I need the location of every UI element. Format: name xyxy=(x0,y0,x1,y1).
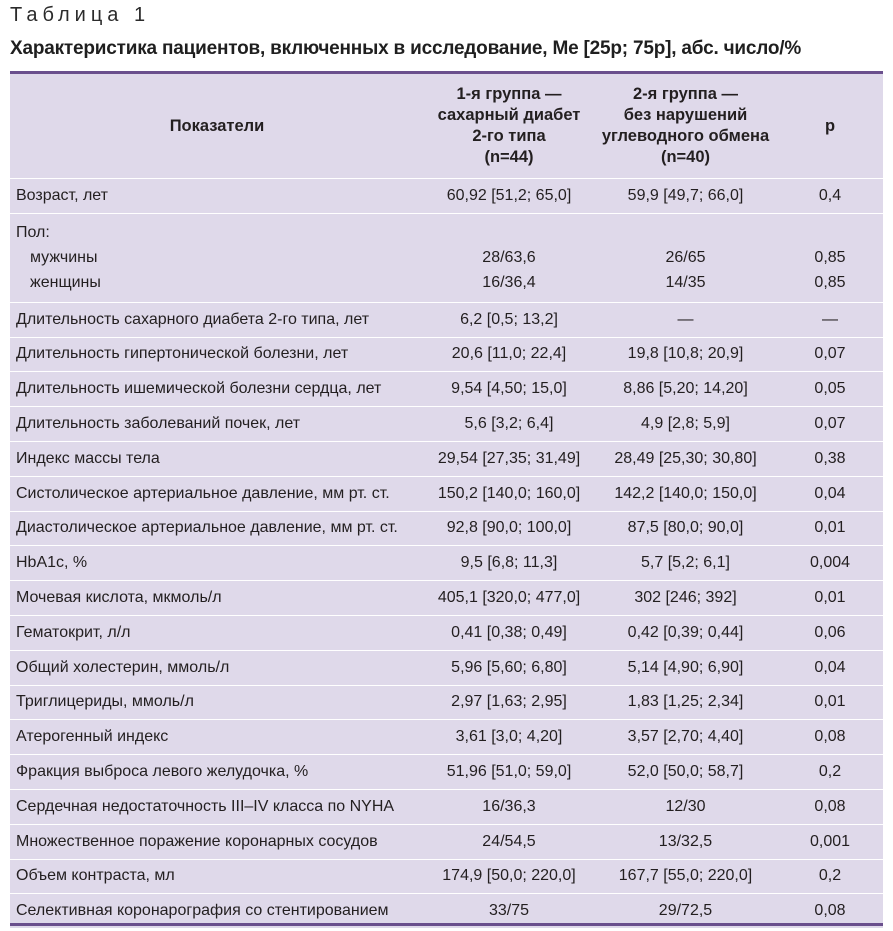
header-group1-line: (n=44) xyxy=(484,148,534,166)
row-group1-value: 5,6 [3,2; 6,4] xyxy=(424,407,594,442)
row-group1-value: 174,9 [50,0; 220,0] xyxy=(424,859,594,894)
row-name: Длительность заболеваний почек, лет xyxy=(10,407,424,442)
row-group1-value: 24/54,5 xyxy=(424,824,594,859)
table-row xyxy=(10,615,883,650)
table-row xyxy=(10,337,883,372)
row-group2-value: 13/32,5 xyxy=(594,824,777,859)
row-group1-value: 5,96 [5,60; 6,80] xyxy=(424,650,594,685)
row-group2-value: 3,57 [2,70; 4,40] xyxy=(594,720,777,755)
row-name: Гематокрит, л/л xyxy=(10,615,424,650)
row-group1-value: 29,54 [27,35; 31,49] xyxy=(424,441,594,476)
table-row xyxy=(10,720,883,755)
sub-p-value: 0,85 xyxy=(814,274,846,292)
row-p-value: — xyxy=(777,302,883,337)
row-group1-value: 2,97 [1,63; 2,95] xyxy=(424,685,594,720)
table-row xyxy=(10,511,883,546)
header-group2 xyxy=(594,74,777,179)
row-group2-value: 19,8 [10,8; 20,9] xyxy=(594,337,777,372)
row-subname: женщины xyxy=(30,274,101,292)
row-name: Длительность ишемической болезни сердца, лет xyxy=(10,372,424,407)
row-group1-value: 3,61 [3,0; 4,20] xyxy=(424,720,594,755)
row-group2-value: 28,49 [25,30; 30,80] xyxy=(594,441,777,476)
row-group1-value: 0,41 [0,38; 0,49] xyxy=(424,615,594,650)
row-group2-value: 8,86 [5,20; 14,20] xyxy=(594,372,777,407)
row-group2-value xyxy=(594,213,777,302)
row-name: Множественное поражение коронарных сосудов xyxy=(10,824,424,859)
header-p: p xyxy=(777,74,883,179)
row-group2-value: 167,7 [55,0; 220,0] xyxy=(594,859,777,894)
table-label: Таблица 1 xyxy=(10,4,151,26)
header-group1-line: сахарный диабет xyxy=(437,106,581,124)
row-group2-value: — xyxy=(594,302,777,337)
row-group2-value: 0,42 [0,39; 0,44] xyxy=(594,615,777,650)
row-group1-value: 150,2 [140,0; 160,0] xyxy=(424,476,594,511)
row-group2-value: 87,5 [80,0; 90,0] xyxy=(594,511,777,546)
row-name: Длительность гипертонической болезни, лет xyxy=(10,337,424,372)
row-p-value: 0,08 xyxy=(777,789,883,824)
row-name: Селективная коронарография со стентированием xyxy=(10,894,424,928)
table-row xyxy=(10,685,883,720)
row-p-value: 0,4 xyxy=(777,179,883,214)
row-name-line: Пол: xyxy=(16,224,50,242)
table-row xyxy=(10,476,883,511)
row-group1-value: 51,96 [51,0; 59,0] xyxy=(424,755,594,790)
row-name: Триглицериды, ммоль/л xyxy=(10,685,424,720)
table-row xyxy=(10,372,883,407)
table-row xyxy=(10,824,883,859)
row-p-value: 0,01 xyxy=(777,685,883,720)
sub-p-value: 0,85 xyxy=(814,249,846,267)
header-group2-line: без нарушений xyxy=(623,106,748,124)
row-name: Сердечная недостаточность III–IV класса по NYHA xyxy=(10,789,424,824)
row-group1-value: 92,8 [90,0; 100,0] xyxy=(424,511,594,546)
header-row xyxy=(10,74,883,179)
sub-group2-value: 14/35 xyxy=(665,274,706,292)
sub-group1-value: 16/36,4 xyxy=(482,274,536,292)
row-group2-value: 5,7 [5,2; 6,1] xyxy=(594,546,777,581)
row-group1-value: 16/36,3 xyxy=(424,789,594,824)
row-group2-value: 4,9 [2,8; 5,9] xyxy=(594,407,777,442)
row-group2-value: 5,14 [4,90; 6,90] xyxy=(594,650,777,685)
header-group1-line: 1-я группа — xyxy=(456,85,562,103)
row-name: Систолическое артериальное давление, мм рт. ст. xyxy=(10,476,424,511)
row-p-value: 0,04 xyxy=(777,650,883,685)
row-p-value: 0,01 xyxy=(777,511,883,546)
sub-group2-value: 26/65 xyxy=(665,249,706,267)
row-p-value: 0,04 xyxy=(777,476,883,511)
row-p-value: 0,07 xyxy=(777,407,883,442)
row-name: Фракция выброса левого желудочка, % xyxy=(10,755,424,790)
table-row xyxy=(10,789,883,824)
row-p-value: 0,06 xyxy=(777,615,883,650)
header-group2-line: углеводного обмена xyxy=(601,127,770,145)
row-p-value: 0,08 xyxy=(777,720,883,755)
row-subname: мужчины xyxy=(30,249,98,267)
row-group2-value: 1,83 [1,25; 2,34] xyxy=(594,685,777,720)
header-group2-line: (n=40) xyxy=(660,148,711,166)
table-row xyxy=(10,755,883,790)
row-name: Длительность сахарного диабета 2-го типа, лет xyxy=(10,302,424,337)
row-p-value: 0,05 xyxy=(777,372,883,407)
row-name: Атерогенный индекс xyxy=(10,720,424,755)
row-group1-value: 60,92 [51,2; 65,0] xyxy=(424,179,594,214)
row-p-value: 0,07 xyxy=(777,337,883,372)
row-group2-value: 302 [246; 392] xyxy=(594,581,777,616)
row-p-value xyxy=(777,213,883,302)
table-row xyxy=(10,441,883,476)
row-group1-value: 9,5 [6,8; 11,3] xyxy=(424,546,594,581)
row-p-value: 0,01 xyxy=(777,581,883,616)
row-name xyxy=(10,213,424,302)
row-group1-value: 9,54 [4,50; 15,0] xyxy=(424,372,594,407)
row-p-value: 0,38 xyxy=(777,441,883,476)
header-group1 xyxy=(424,74,594,179)
table-row xyxy=(10,859,883,894)
table-row xyxy=(10,581,883,616)
row-name: Индекс массы тела xyxy=(10,441,424,476)
row-p-value: 0,004 xyxy=(777,546,883,581)
table-row xyxy=(10,179,883,214)
row-group2-value: 142,2 [140,0; 150,0] xyxy=(594,476,777,511)
row-group2-value: 29/72,5 xyxy=(594,894,777,928)
row-name: Мочевая кислота, мкмоль/л xyxy=(10,581,424,616)
row-p-value: 0,08 xyxy=(777,894,883,928)
header-indicator: Показатели xyxy=(10,74,424,179)
table-title: Характеристика пациентов, включенных в исследование, Me [25p; 75p], абс. число/% xyxy=(10,38,802,59)
row-group1-value: 20,6 [11,0; 22,4] xyxy=(424,337,594,372)
header-group2-line: 2-я группа — xyxy=(633,85,738,103)
row-group1-value: 33/75 xyxy=(424,894,594,928)
row-group1-value: 405,1 [320,0; 477,0] xyxy=(424,581,594,616)
row-name: HbA1c, % xyxy=(10,546,424,581)
row-name: Общий холестерин, ммоль/л xyxy=(10,650,424,685)
row-group2-value: 12/30 xyxy=(594,789,777,824)
header-group1-line: 2-го типа xyxy=(472,127,546,145)
bottom-rule xyxy=(10,923,883,926)
sub-group1-value: 28/63,6 xyxy=(482,249,536,267)
table-row xyxy=(10,546,883,581)
row-group2-value: 52,0 [50,0; 58,7] xyxy=(594,755,777,790)
table-row xyxy=(10,650,883,685)
row-group1-value: 6,2 [0,5; 13,2] xyxy=(424,302,594,337)
table-row xyxy=(10,213,883,302)
row-group2-value: 59,9 [49,7; 66,0] xyxy=(594,179,777,214)
row-name: Возраст, лет xyxy=(10,179,424,214)
row-name: Диастолическое артериальное давление, мм рт. ст. xyxy=(10,511,424,546)
row-name: Объем контраста, мл xyxy=(10,859,424,894)
table-row xyxy=(10,302,883,337)
data-table xyxy=(10,74,883,928)
table-row xyxy=(10,407,883,442)
row-p-value: 0,001 xyxy=(777,824,883,859)
row-group1-value xyxy=(424,213,594,302)
row-p-value: 0,2 xyxy=(777,755,883,790)
row-p-value: 0,2 xyxy=(777,859,883,894)
